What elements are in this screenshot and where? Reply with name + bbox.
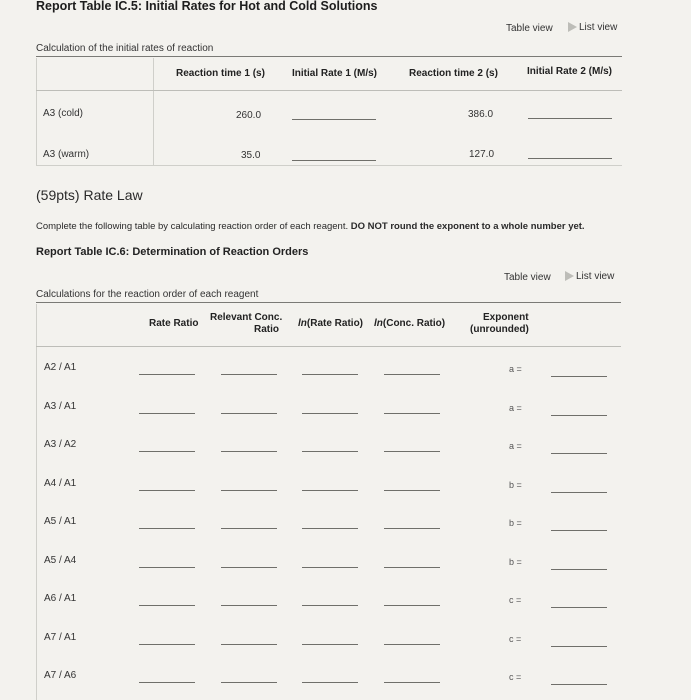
ln-rate-rest: (Rate Ratio) (306, 318, 364, 329)
c5-rate1-warm-input[interactable] (292, 160, 376, 161)
c6-ln-rate-input[interactable] (302, 605, 358, 606)
c6-exponent-label: c = (509, 595, 522, 605)
c5-row-label-warm: A3 (warm) (43, 149, 90, 160)
c6-list-view-label: List view (576, 271, 615, 282)
c6-row-label: A5 / A4 (44, 555, 77, 566)
c6-row-label: A6 / A1 (44, 593, 77, 604)
c6-conc-ratio-input[interactable] (221, 490, 277, 491)
c6-ln-rate-input[interactable] (302, 374, 358, 375)
c6-exponent-input[interactable] (551, 684, 607, 685)
c5-list-view-toggle[interactable] (568, 22, 617, 33)
ln-conc-prefix: ln (374, 318, 383, 329)
c5-time1-warm: 35.0 (241, 150, 261, 161)
c6-exponent-label: b = (509, 518, 522, 528)
c6-ln-conc-input[interactable] (384, 374, 440, 375)
c6-caption-rule (36, 302, 621, 303)
c6-conc-ratio-input[interactable] (221, 528, 277, 529)
c6-ln-conc-input[interactable] (384, 567, 440, 568)
c6-ln-conc-input[interactable] (384, 451, 440, 452)
c6-row-label: A7 / A1 (44, 632, 77, 643)
c6-exponent-input[interactable] (551, 607, 607, 608)
c6-header-rule (36, 346, 621, 347)
c6-ln-rate-input[interactable] (302, 644, 358, 645)
c6-exponent-input[interactable] (551, 376, 607, 377)
c6-ln-rate-input[interactable] (302, 528, 358, 529)
c5-header-time1: Reaction time 1 (s) (176, 68, 265, 79)
c6-exponent-input[interactable] (551, 569, 607, 570)
c6-rate-ratio-input[interactable] (139, 374, 195, 375)
c6-ln-conc-input[interactable] (384, 528, 440, 529)
c6-ln-rate-input[interactable] (302, 567, 358, 568)
c6-rate-ratio-input[interactable] (139, 682, 195, 683)
c5-header-time2: Reaction time 2 (s) (409, 68, 498, 79)
rate-law-heading: (59pts) Rate Law (36, 187, 143, 203)
c6-row-label: A4 / A1 (44, 478, 77, 489)
c6-exponent-label: a = (509, 364, 522, 374)
c6-list-view-toggle[interactable] (565, 271, 614, 282)
c6-exponent-label: b = (509, 557, 522, 567)
c5-list-view-label: List view (579, 22, 618, 33)
c5-table-view-toggle[interactable] (506, 23, 553, 34)
c6-ln-rate-input[interactable] (302, 490, 358, 491)
c5-header-rate2: Initial Rate 2 (M/s) (527, 66, 613, 77)
c5-caption-rule (36, 56, 622, 57)
c5-rate2-warm-input[interactable] (528, 158, 612, 159)
c6-rate-ratio-input[interactable] (139, 605, 195, 606)
c6-exponent-input[interactable] (551, 646, 607, 647)
c6-exponent-label: c = (509, 672, 522, 682)
c6-row-label: A3 / A2 (44, 439, 77, 450)
c6-header-ln-rate (298, 318, 363, 329)
c6-rate-ratio-input[interactable] (139, 528, 195, 529)
report-c6-title: Report Table IC.6: Determination of Reaction Orders (36, 246, 309, 258)
c6-row-label: A5 / A1 (44, 516, 77, 527)
c6-header-exponent-2: (unrounded) (470, 324, 529, 335)
c5-rate1-cold-input[interactable] (292, 119, 376, 120)
c6-rate-ratio-input[interactable] (139, 644, 195, 645)
c5-header-rate1: Initial Rate 1 (M/s) (292, 68, 378, 79)
c5-caption: Calculation of the initial rates of reaction (36, 43, 214, 54)
c5-bottom-rule (36, 165, 622, 166)
c6-conc-ratio-input[interactable] (221, 451, 277, 452)
c5-rate2-cold-input[interactable] (528, 118, 612, 119)
rate-law-instruction (36, 221, 585, 232)
c6-ln-conc-input[interactable] (384, 644, 440, 645)
c6-ln-rate-input[interactable] (302, 451, 358, 452)
c6-table-view-label: Table view (504, 272, 551, 283)
report-c5-title: Report Table IC.5: Initial Rates for Hot and Cold Solutions (36, 0, 378, 13)
c5-time2-cold: 386.0 (468, 109, 494, 120)
c6-header-exponent-1: Exponent (483, 312, 529, 323)
c6-caption: Calculations for the reaction order of each reagent (36, 289, 259, 300)
c5-col-divider (153, 58, 154, 166)
c5-table-view-label: Table view (506, 23, 553, 34)
c6-exponent-input[interactable] (551, 415, 607, 416)
ln-conc-rest: (Conc. Ratio) (382, 318, 446, 329)
c6-ln-conc-input[interactable] (384, 413, 440, 414)
instruction-plain: Complete the following table by calculating reaction order of each reagent. (36, 221, 351, 232)
c6-header-rate-ratio: Rate Ratio (149, 318, 199, 329)
c6-rate-ratio-input[interactable] (139, 413, 195, 414)
c6-header-conc-ratio-1: Relevant Conc. (210, 312, 283, 323)
c6-rate-ratio-input[interactable] (139, 490, 195, 491)
c6-exponent-label: a = (509, 441, 522, 451)
c6-ln-conc-input[interactable] (384, 605, 440, 606)
c6-conc-ratio-input[interactable] (221, 644, 277, 645)
c6-rate-ratio-input[interactable] (139, 451, 195, 452)
c6-exponent-input[interactable] (551, 453, 607, 454)
c5-time2-warm: 127.0 (469, 149, 495, 160)
list-view-icon (565, 271, 574, 281)
c6-table-view-toggle[interactable] (504, 272, 551, 283)
c6-conc-ratio-input[interactable] (221, 374, 277, 375)
c6-left-border (36, 304, 37, 700)
instruction-bold: DO NOT round the exponent to a whole number yet. (350, 221, 585, 232)
c6-conc-ratio-input[interactable] (221, 567, 277, 568)
c6-exponent-input[interactable] (551, 530, 607, 531)
c6-ln-rate-input[interactable] (302, 413, 358, 414)
c5-row-label-cold: A3 (cold) (43, 108, 84, 119)
c6-ln-rate-input[interactable] (302, 682, 358, 683)
c5-left-border (36, 58, 37, 166)
c6-exponent-label: b = (509, 480, 522, 490)
c6-row-label: A3 / A1 (44, 401, 77, 412)
c6-header-ln-conc (374, 318, 445, 329)
list-view-icon (568, 22, 577, 32)
ln-rate-prefix: ln (298, 318, 307, 329)
c6-conc-ratio-input[interactable] (221, 413, 277, 414)
c6-exponent-label: c = (509, 634, 522, 644)
c6-header-conc-ratio-2: Ratio (254, 324, 279, 335)
c5-time1-cold: 260.0 (236, 110, 262, 121)
c6-exponent-input[interactable] (551, 492, 607, 493)
c6-exponent-label: a = (509, 403, 522, 413)
c6-rate-ratio-input[interactable] (139, 567, 195, 568)
c6-row-label: A2 / A1 (44, 362, 77, 373)
c6-conc-ratio-input[interactable] (221, 605, 277, 606)
c6-conc-ratio-input[interactable] (221, 682, 277, 683)
c6-ln-conc-input[interactable] (384, 490, 440, 491)
c5-header-rule (36, 90, 622, 91)
c6-row-label: A7 / A6 (44, 670, 77, 681)
c6-ln-conc-input[interactable] (384, 682, 440, 683)
